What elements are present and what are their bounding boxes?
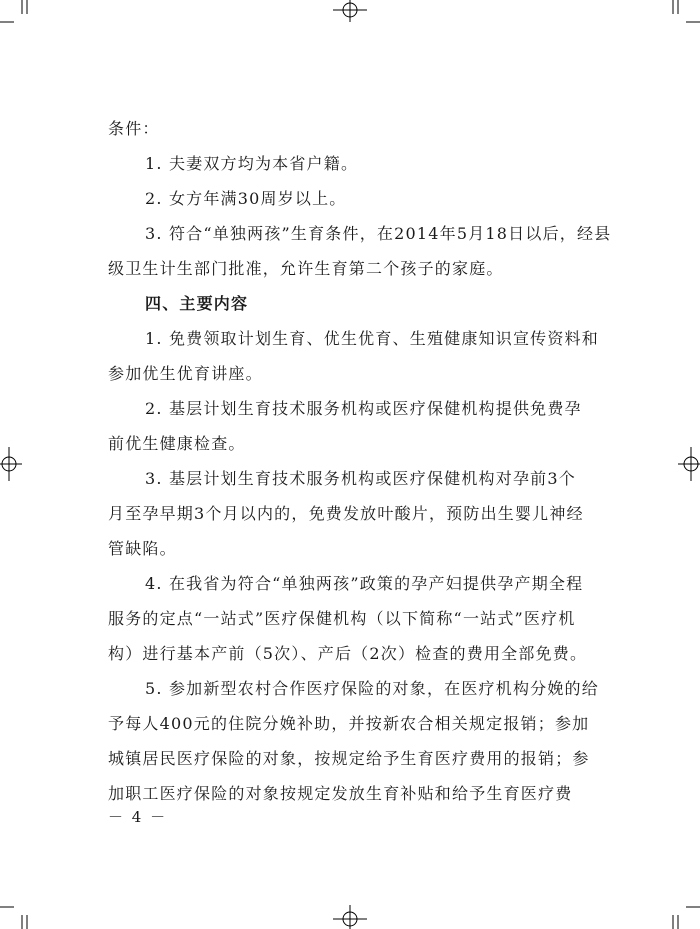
- crop-mark-top-right-icon: [660, 0, 700, 30]
- crop-mark-top-left-icon: [0, 0, 40, 30]
- text-line: 城镇居民医疗保险的对象，按规定给予生育医疗费用的报销；参: [108, 749, 590, 768]
- text-line: 月至孕早期3个月以内的，免费发放叶酸片，预防出生婴儿神经: [108, 504, 584, 523]
- text-line: 予每人400元的住院分娩补助，并按新农合相关规定报销；参加: [108, 714, 590, 733]
- text-line: 5. 参加新型农村合作医疗保险的对象，在医疗机构分娩的给: [145, 679, 599, 698]
- text-line: 条件：: [108, 119, 160, 138]
- text-line: 服务的定点“一站式”医疗保健机构（以下简称“一站式”医疗机: [108, 609, 576, 628]
- text-line: 前优生健康检查。: [108, 434, 246, 453]
- section-heading: 四、主要内容: [145, 294, 249, 313]
- text-line: 4. 在我省为符合“单独两孩”政策的孕产妇提供孕产期全程: [145, 574, 584, 593]
- text-line: 构）进行基本产前（5次）、产后（2次）检查的费用全部免费。: [108, 644, 588, 663]
- crop-mark-bottom-right-icon: [660, 899, 700, 929]
- registration-mark-left-icon: [0, 447, 22, 481]
- text-line: 3. 基层计划生育技术服务机构或医疗保健机构对孕前3个: [145, 469, 576, 488]
- text-line: 1. 免费领取计划生育、优生优育、生殖健康知识宣传资料和: [145, 329, 599, 348]
- registration-mark-top-icon: [333, 0, 367, 22]
- text-line: 1. 夫妻双方均为本省户籍。: [145, 154, 359, 173]
- text-line: 管缺陷。: [108, 539, 177, 558]
- text-line: 2. 女方年满30周岁以上。: [145, 189, 347, 208]
- crop-mark-bottom-left-icon: [0, 899, 40, 929]
- registration-mark-bottom-icon: [333, 905, 367, 929]
- text-line: 加职工医疗保险的对象按规定发放生育补贴和给予生育医疗费: [108, 784, 573, 803]
- registration-mark-right-icon: [678, 447, 700, 481]
- text-line: 级卫生计生部门批准，允许生育第二个孩子的家庭。: [108, 259, 504, 278]
- text-line: 参加优生优育讲座。: [108, 364, 263, 383]
- text-line: 2. 基层计划生育技术服务机构或医疗保健机构提供免费孕: [145, 399, 582, 418]
- page-number: － 4 －: [108, 808, 168, 826]
- text-line: 3. 符合“单独两孩”生育条件，在2014年5月18日以后，经县: [145, 224, 612, 243]
